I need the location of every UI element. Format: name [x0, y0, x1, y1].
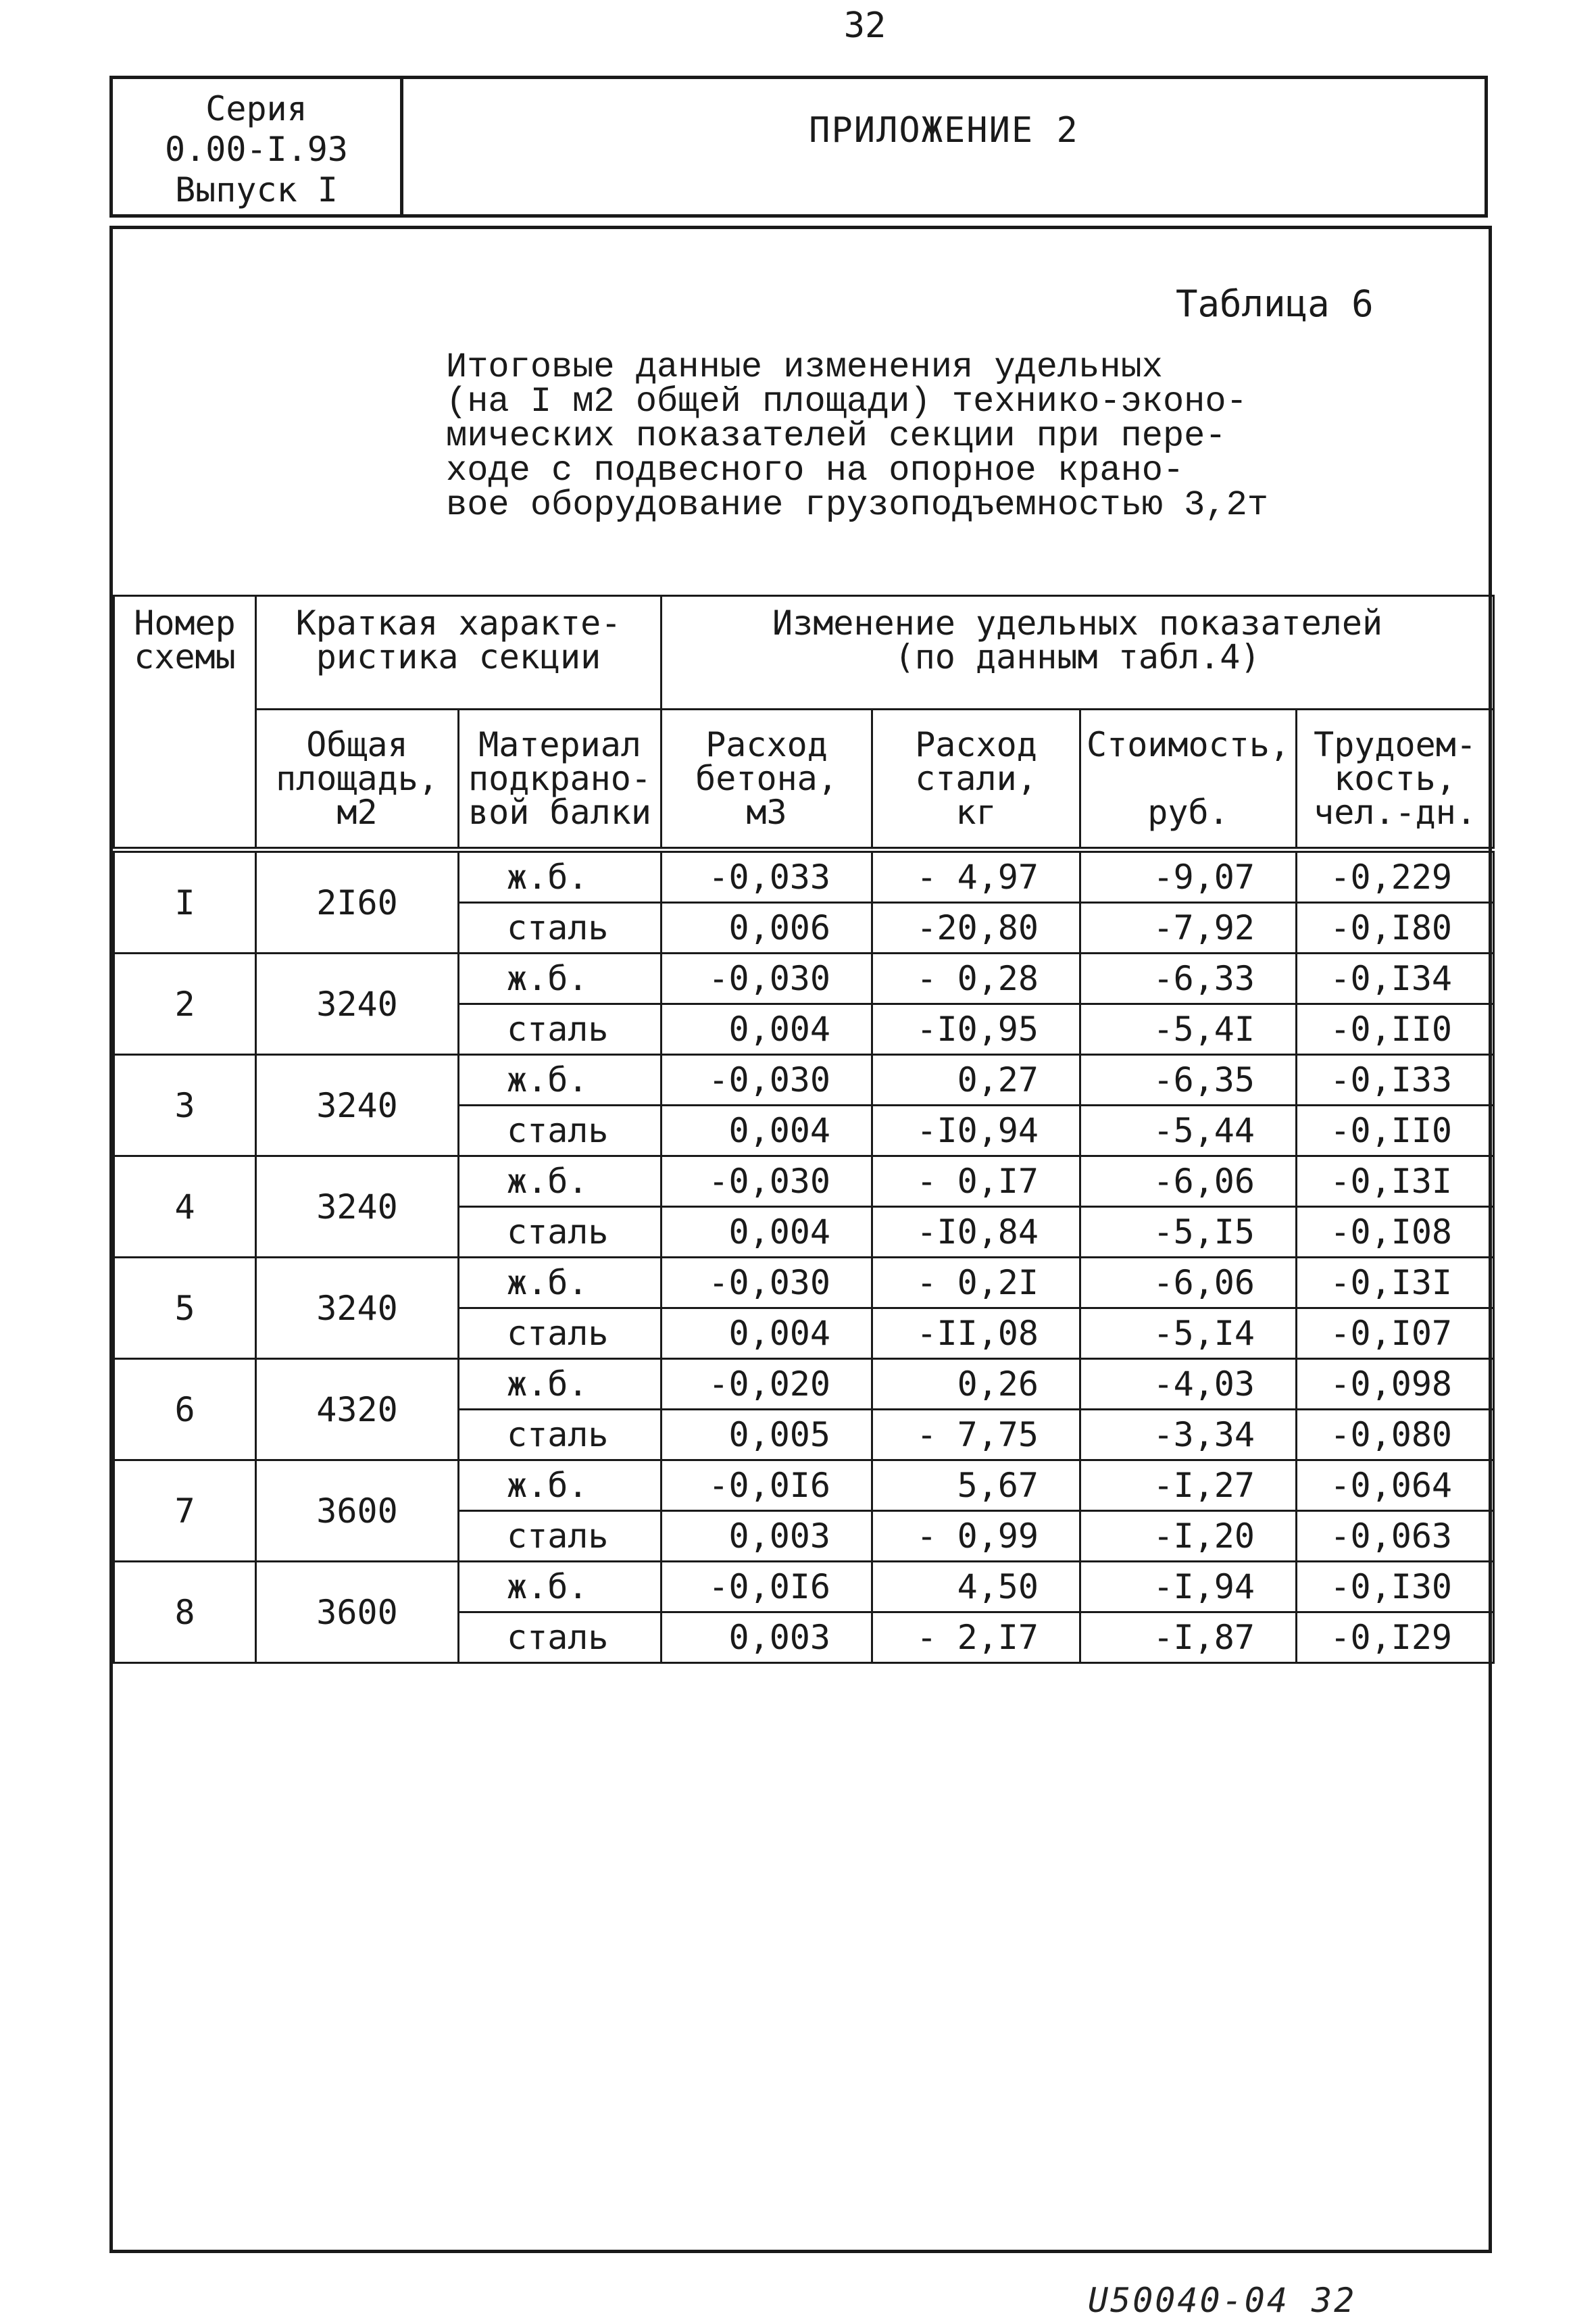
header-stamp	[109, 76, 1488, 218]
labor-cell: -0,I07	[1297, 1308, 1494, 1359]
beam-material-cell: сталь	[459, 1410, 662, 1460]
cost-cell: -6,33	[1080, 954, 1297, 1004]
total-area-cell: 3600	[256, 1460, 459, 1562]
scheme-number-cell: 6	[114, 1359, 256, 1460]
steel-use-cell: -I0,94	[872, 1106, 1080, 1156]
total-area-cell: 4320	[256, 1359, 459, 1460]
steel-use-cell: - 4,97	[872, 850, 1080, 903]
scheme-number-cell: 2	[114, 954, 256, 1055]
header-concrete-use: Расход бетона, м3	[662, 710, 872, 850]
beam-material-cell: ж.б.	[459, 850, 662, 903]
steel-use-cell: - 2,I7	[872, 1612, 1080, 1663]
labor-cell: -0,I33	[1297, 1055, 1494, 1106]
labor-cell: -0,I80	[1297, 903, 1494, 954]
cost-cell: -9,07	[1080, 850, 1297, 903]
beam-material-cell: ж.б.	[459, 1359, 662, 1410]
labor-cell: -0,080	[1297, 1410, 1494, 1460]
concrete-use-cell: -0,0I6	[662, 1562, 872, 1612]
concrete-use-cell: 0,003	[662, 1612, 872, 1663]
labor-cell: -0,229	[1297, 850, 1494, 903]
scheme-number-cell: 4	[114, 1156, 256, 1258]
table-label: Таблица 6	[1176, 282, 1374, 325]
concrete-use-cell: -0,030	[662, 1258, 872, 1308]
series-label: Серия	[205, 89, 307, 128]
labor-cell: -0,II0	[1297, 1004, 1494, 1055]
table-row	[114, 1055, 1494, 1106]
header-scheme-number: Номер схемы	[114, 596, 256, 850]
concrete-use-cell: -0,033	[662, 850, 872, 903]
concrete-use-cell: 0,004	[662, 1207, 872, 1258]
beam-material-cell: сталь	[459, 1511, 662, 1562]
beam-material-cell: ж.б.	[459, 1562, 662, 1612]
concrete-use-cell: -0,020	[662, 1359, 872, 1410]
steel-use-cell: - 0,2I	[872, 1258, 1080, 1308]
header-indicator-change: Изменение удельных показателей (по данным табл.4)	[662, 596, 1494, 710]
beam-material-cell: ж.б.	[459, 954, 662, 1004]
cost-cell: -7,92	[1080, 903, 1297, 954]
beam-material-cell: ж.б.	[459, 1055, 662, 1106]
cost-cell: -6,06	[1080, 1156, 1297, 1207]
concrete-use-cell: 0,004	[662, 1106, 872, 1156]
scheme-number-cell: 8	[114, 1562, 256, 1663]
cost-cell: -4,03	[1080, 1359, 1297, 1410]
beam-material-cell: ж.б.	[459, 1258, 662, 1308]
labor-cell: -0,064	[1297, 1460, 1494, 1511]
beam-material-cell: сталь	[459, 903, 662, 954]
labor-cell: -0,I3I	[1297, 1156, 1494, 1207]
labor-cell: -0,I30	[1297, 1562, 1494, 1612]
steel-use-cell: -II,08	[872, 1308, 1080, 1359]
total-area-cell: 3240	[256, 1156, 459, 1258]
steel-use-cell: 0,26	[872, 1359, 1080, 1410]
beam-material-cell: ж.б.	[459, 1460, 662, 1511]
cost-cell: -5,I4	[1080, 1308, 1297, 1359]
total-area-cell: 2I60	[256, 850, 459, 954]
header-total-area: Общая площадь, м2	[256, 710, 459, 850]
beam-material-cell: сталь	[459, 1004, 662, 1055]
cost-cell: -I,20	[1080, 1511, 1297, 1562]
table-body	[114, 850, 1494, 1663]
header-brief-characteristic: Краткая характе- ристика секции	[256, 596, 662, 710]
cost-cell: -5,4I	[1080, 1004, 1297, 1055]
concrete-use-cell: 0,003	[662, 1511, 872, 1562]
labor-cell: -0,I29	[1297, 1612, 1494, 1663]
concrete-use-cell: -0,030	[662, 1156, 872, 1207]
header-steel-use: Расход стали, кг	[872, 710, 1080, 850]
header-cost: Стоимость, руб.	[1080, 710, 1297, 850]
issue-label: Выпуск I	[175, 170, 338, 209]
total-area-cell: 3240	[256, 954, 459, 1055]
concrete-use-cell: 0,005	[662, 1410, 872, 1460]
concrete-use-cell: 0,004	[662, 1004, 872, 1055]
cost-cell: -5,I5	[1080, 1207, 1297, 1258]
table-row	[114, 1156, 1494, 1207]
cost-cell: -6,06	[1080, 1258, 1297, 1308]
cost-cell: -5,44	[1080, 1106, 1297, 1156]
table-row	[114, 850, 1494, 903]
series-cell	[113, 79, 403, 214]
table-row	[114, 954, 1494, 1004]
beam-material-cell: сталь	[459, 1106, 662, 1156]
steel-use-cell: - 0,I7	[872, 1156, 1080, 1207]
concrete-use-cell: 0,004	[662, 1308, 872, 1359]
concrete-use-cell: -0,0I6	[662, 1460, 872, 1511]
header-labor: Трудоем- кость, чел.-дн.	[1297, 710, 1494, 850]
table-caption: Итоговые данные изменения удельных (на I м2 общей площади) технико-эконо- мических показателей секции при пере- ходе с подвесного на опорное крано- вое оборудование грузоподъемностью 3,2т	[446, 347, 1268, 525]
cost-cell: -6,35	[1080, 1055, 1297, 1106]
table-row	[114, 1258, 1494, 1308]
scheme-number-cell: 3	[114, 1055, 256, 1156]
concrete-use-cell: 0,006	[662, 903, 872, 954]
labor-cell: -0,I08	[1297, 1207, 1494, 1258]
cost-cell: -I,87	[1080, 1612, 1297, 1663]
labor-cell: -0,II0	[1297, 1106, 1494, 1156]
steel-use-cell: -20,80	[872, 903, 1080, 954]
cost-cell: -I,94	[1080, 1562, 1297, 1612]
beam-material-cell: сталь	[459, 1612, 662, 1663]
steel-use-cell: - 0,28	[872, 954, 1080, 1004]
concrete-use-cell: -0,030	[662, 954, 872, 1004]
table-row	[114, 1562, 1494, 1612]
steel-use-cell: -I0,95	[872, 1004, 1080, 1055]
data-table	[113, 595, 1495, 1664]
beam-material-cell: сталь	[459, 1207, 662, 1258]
steel-use-cell: - 0,99	[872, 1511, 1080, 1562]
steel-use-cell: - 7,75	[872, 1410, 1080, 1460]
series-number: 0.00-I.93	[165, 130, 348, 169]
scheme-number-cell: 7	[114, 1460, 256, 1562]
header-beam-material: Материал подкрано- вой балки	[459, 710, 662, 850]
scheme-number-cell: 5	[114, 1258, 256, 1359]
beam-material-cell: сталь	[459, 1308, 662, 1359]
steel-use-cell: 0,27	[872, 1055, 1080, 1106]
appendix-title: ПРИЛОЖЕНИЕ 2	[809, 110, 1079, 151]
table-row	[114, 1460, 1494, 1511]
total-area-cell: 3240	[256, 1055, 459, 1156]
steel-use-cell: 5,67	[872, 1460, 1080, 1511]
steel-use-cell: 4,50	[872, 1562, 1080, 1612]
page-number: 32	[843, 5, 887, 46]
labor-cell: -0,098	[1297, 1359, 1494, 1410]
labor-cell: -0,I34	[1297, 954, 1494, 1004]
total-area-cell: 3600	[256, 1562, 459, 1663]
footer-code: U50040-04 32	[1088, 2281, 1357, 2320]
cost-cell: -3,34	[1080, 1410, 1297, 1460]
table-row	[114, 1359, 1494, 1410]
total-area-cell: 3240	[256, 1258, 459, 1359]
scheme-number-cell: I	[114, 850, 256, 954]
steel-use-cell: -I0,84	[872, 1207, 1080, 1258]
labor-cell: -0,063	[1297, 1511, 1494, 1562]
cost-cell: -I,27	[1080, 1460, 1297, 1511]
labor-cell: -0,I3I	[1297, 1258, 1494, 1308]
beam-material-cell: ж.б.	[459, 1156, 662, 1207]
concrete-use-cell: -0,030	[662, 1055, 872, 1106]
